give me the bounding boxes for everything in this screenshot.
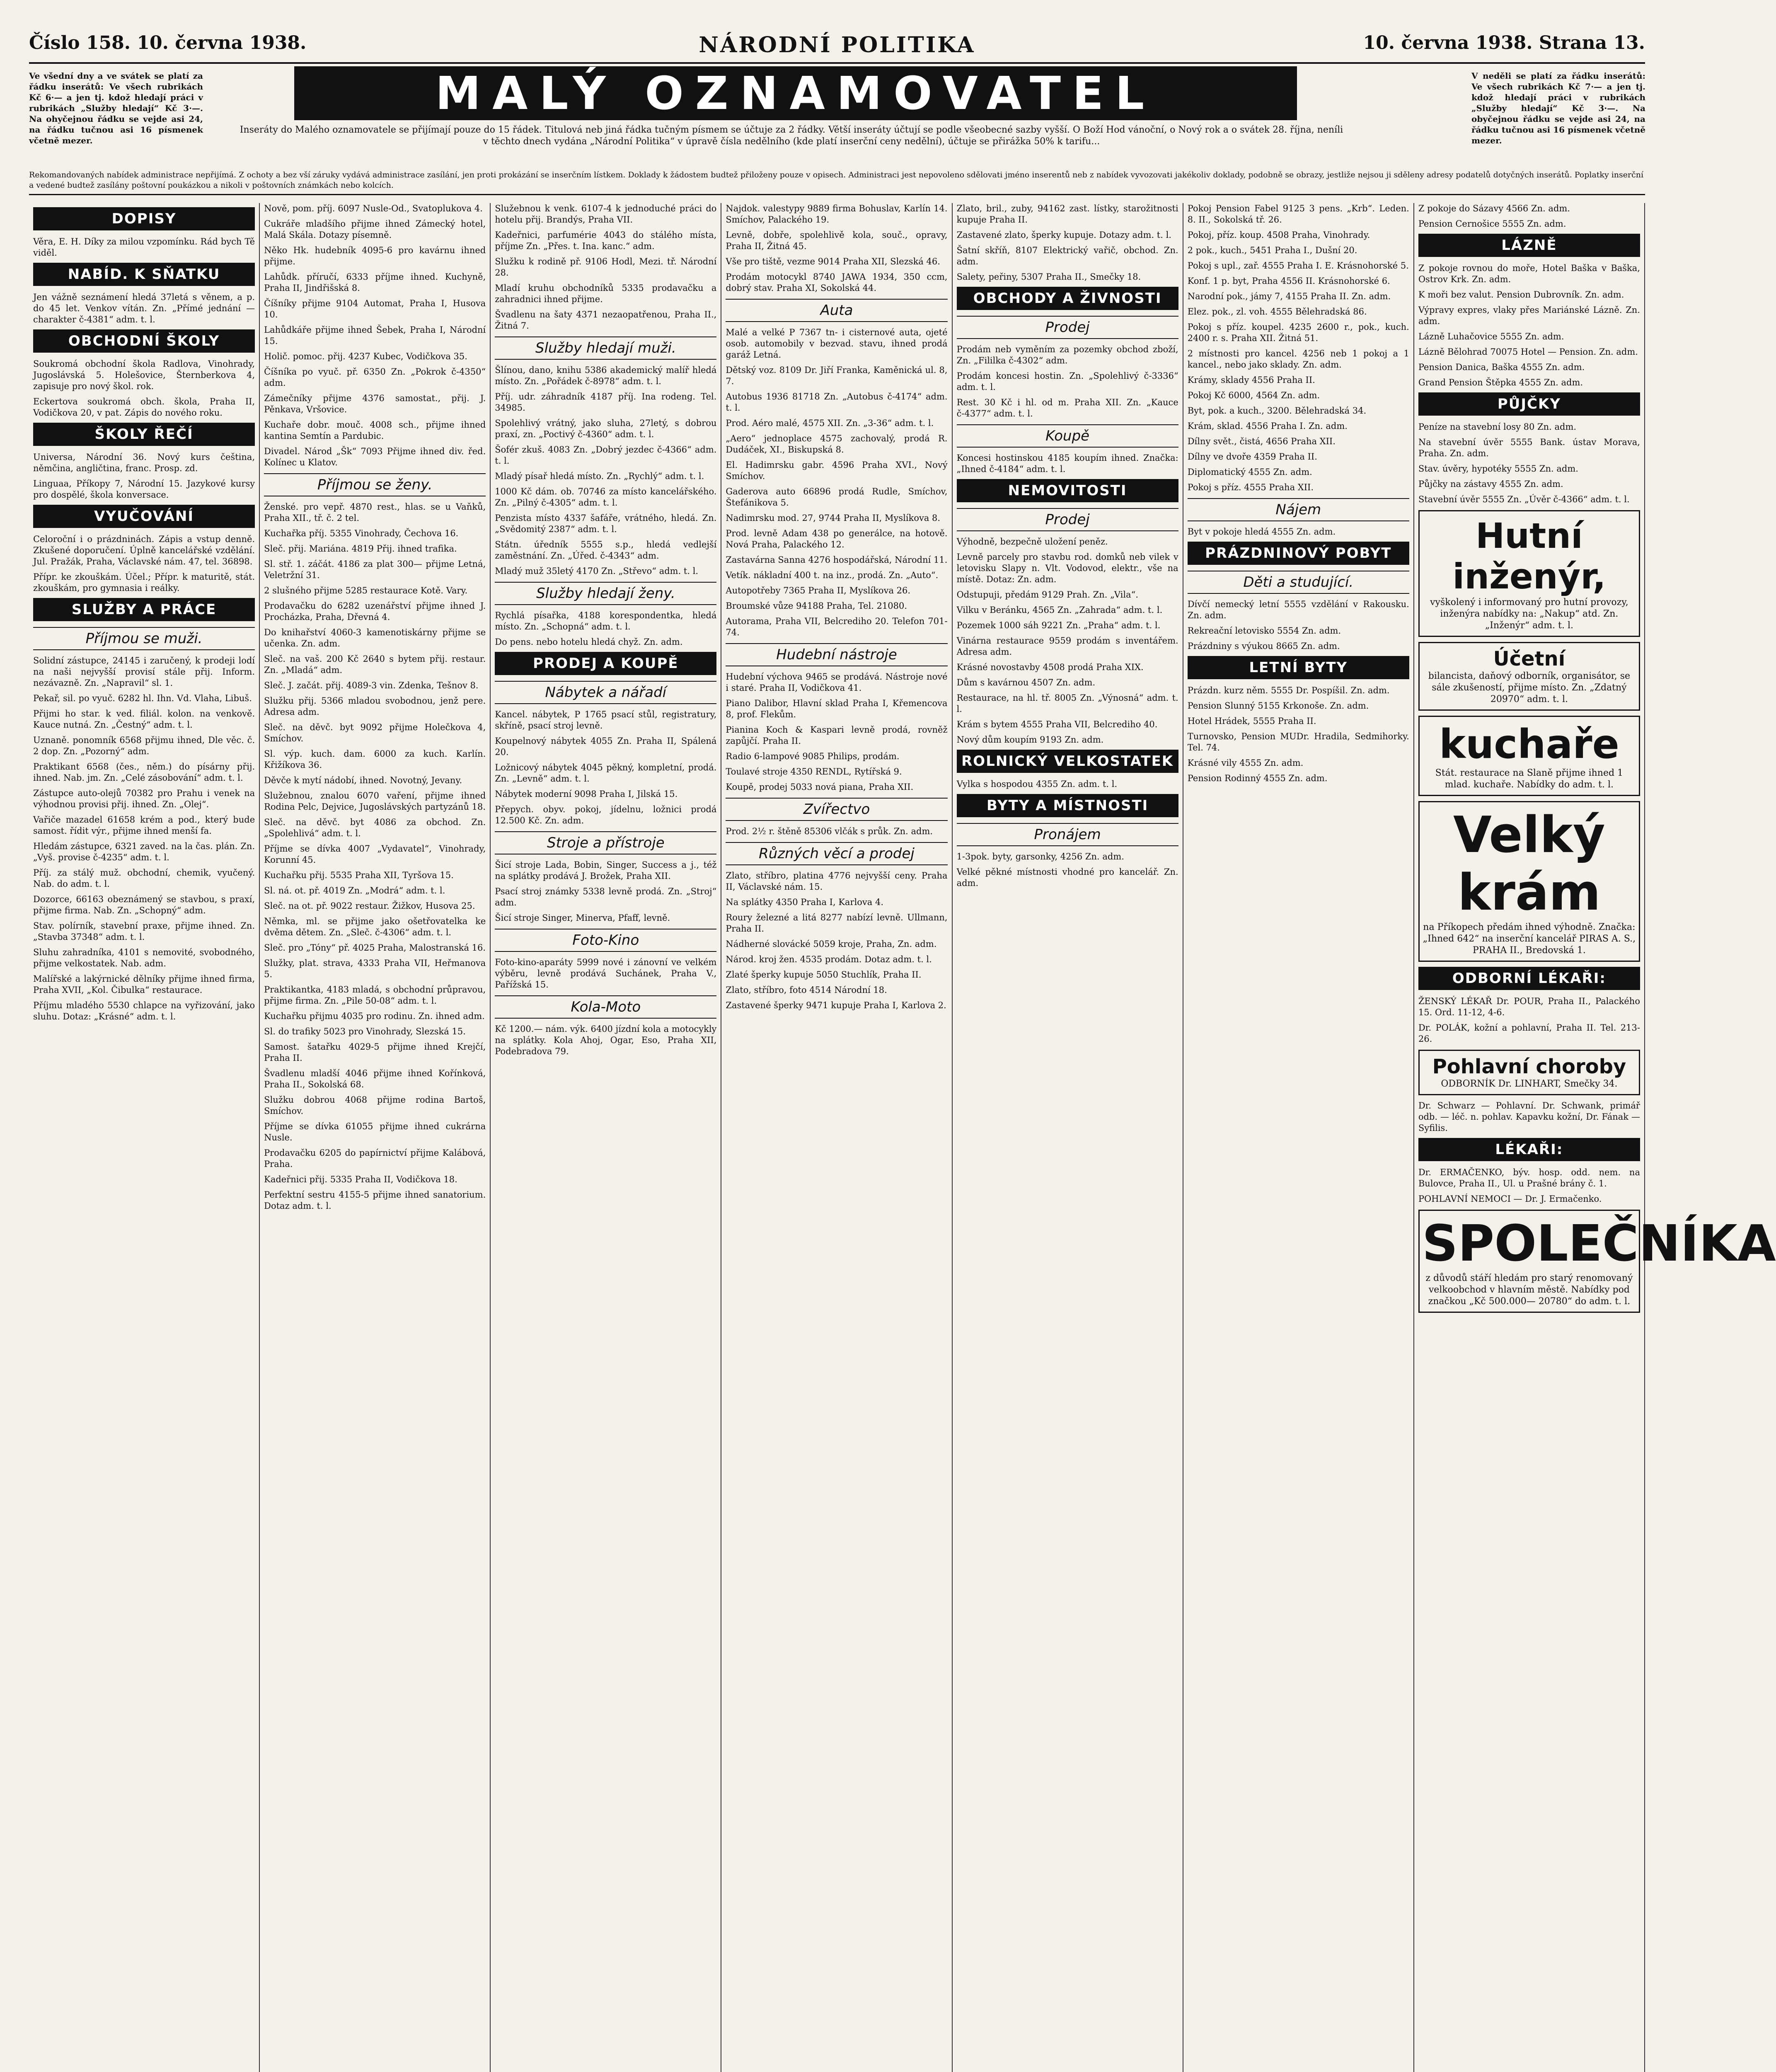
classified-ad: Soukromá obchodní škola Radlova, Vinohrady, Jugoslávská 5. Holešovice, Šternberkova 4, zapisuje pro nový škol. rok. bbox=[33, 359, 255, 391]
section-header: SLUŽBY A PRÁCE bbox=[33, 598, 255, 621]
display-ad bbox=[1418, 642, 1640, 711]
classified-ad: Gaderova auto 66896 prodá Rudle, Smíchov, Štefánikova 5. bbox=[726, 487, 948, 508]
classified-ad: Sluhu zahradníka, 4101 s nemovité, svobodného, přijme velkostatek. Nab. adm. bbox=[33, 947, 255, 968]
classified-ad: Příjmu mladého 5530 chlapce na vyřizování, jako sluhu. Dotaz: „Krásné“ adm. t. l. bbox=[33, 1000, 255, 1021]
classified-ad: Sleč. na vaš. 200 Kč 2640 s bytem přij. restaur. Zn. „Mladá“ adm. bbox=[264, 654, 486, 675]
classified-ad: Zastavárna Sanna 4276 hospodářská, Národní 11. bbox=[726, 555, 948, 565]
classified-ad: Pension Cernošice 5555 Zn. adm. bbox=[1418, 219, 1566, 229]
classified-ad: Pokoj Pension Fabel 9125 3 pens. „Krb“. Leden. 8. II., Sokolská tř. 26. bbox=[1187, 203, 1409, 225]
subsection-header: Foto-Kino bbox=[495, 929, 716, 952]
classified-ad: Přijmi ho star. k ved. filiál. kolon. na venkově. Kauce nutná. Zn. „Čestný“ adm. t. l. bbox=[33, 709, 255, 730]
classified-ad: Dílny ve dvoře 4359 Praha II. bbox=[1187, 452, 1317, 462]
display-ad-text: na Příkopech předám ihned výhodně. Značka: „Ihned 642“ na inserční kancelář PIRAS A. S., PRAHA II., Bredovská 1. bbox=[1423, 922, 1636, 956]
section-header: PŮJČKY bbox=[1418, 392, 1640, 416]
section-header: LÉKAŘI: bbox=[1418, 1138, 1640, 1161]
display-ad bbox=[1418, 1050, 1640, 1095]
subsection-header: Služby hledají muži. bbox=[495, 336, 716, 360]
classified-ad: Piano Dalibor, Hlavní sklad Praha I, Křemencova 8, prof. Flekům. bbox=[726, 698, 948, 719]
classified-ad: Stav. polírník, stavební praxe, přijme ihned. Zn. „Stavba 37348“ adm. t. l. bbox=[33, 921, 255, 942]
classified-ad: Levně parcely pro stavbu rod. domků neb vilek v letovisku Slapy n. Vlt. Vodovod, elektr., vše na místě. Dotaz: Zn. adm. bbox=[956, 552, 1178, 584]
classified-ad: Autorama, Praha VII, Belcrediho 20. Telefon 701-74. bbox=[726, 616, 948, 637]
section-header: ROLNICKÝ VELKOSTATEK bbox=[957, 750, 1178, 773]
column bbox=[1183, 203, 1414, 2072]
classified-ad: Číšníka po vyuč. př. 6350 Zn. „Pokrok č-4350“ adm. bbox=[264, 367, 486, 388]
classified-ad: 2 pok., kuch., 5451 Praha I., Dušní 20. bbox=[1187, 245, 1357, 255]
masthead bbox=[29, 25, 1645, 64]
classified-ad: Šofér zkuš. 4083 Zn. „Dobrý jezdec č-4366“ adm. t. l. bbox=[495, 445, 717, 466]
subsection-header: Auta bbox=[726, 299, 947, 322]
classified-ad: Stav. úvěry, hypotéky 5555 Zn. adm. bbox=[1418, 464, 1578, 474]
classified-ad: Ženské. pro vepř. 4870 rest., hlas. se u Vaňků, Praha XII., tř. č. 2 tel. bbox=[264, 502, 486, 523]
classified-ad: Levně, dobře, spolehlivě kola, souč., opravy, Praha II, Žitná 45. bbox=[726, 230, 948, 251]
classified-ad: Příj. za stálý muž. obchodní, chemik, vyučený. Nab. do adm. t. l. bbox=[33, 868, 255, 889]
classified-ad: Služebnou k venk. 6107-4 k jednoduché práci do hotelu přij. Brandýs, Praha VII. bbox=[495, 203, 717, 225]
classified-ad: Pozemek 1000 sáh 9221 Zn. „Praha“ adm. t. l. bbox=[956, 620, 1161, 630]
classified-ad: Zástupce auto-olejů 70382 pro Prahu i venek na výhodnou provisi přij. ihned. Zn. „Olej“. bbox=[33, 788, 255, 809]
classified-ad: Vše pro tiště, vezme 9014 Praha XII, Slezská 46. bbox=[726, 257, 940, 266]
classified-ad: Z pokoje rovnou do moře, Hotel Baška v Baška, Ostrov Krk. Zn. adm. bbox=[1418, 263, 1640, 284]
subsection-header: Koupě bbox=[957, 424, 1178, 448]
classified-ad: Příjme se dívka 4007 „Vydavatel“, Vinohrady, Korunní 45. bbox=[264, 844, 486, 865]
classified-ad: „Aero“ jednoplace 4575 zachovalý, prodá R. Dudáček, XI., Biskupská 8. bbox=[726, 433, 948, 455]
classified-ad: Krám s bytem 4555 Praha VII, Belcrediho 40. bbox=[956, 719, 1158, 729]
classified-ad: 1-3pok. byty, garsonky, 4256 Zn. adm. bbox=[956, 852, 1124, 862]
classified-ad: Děvče k mytí nádobí, ihned. Novotný, Jevany. bbox=[264, 775, 462, 785]
section-header: DOPISY bbox=[33, 207, 255, 230]
classified-ad: Koncesi hostinskou 4185 koupím ihned. Značka: „Ihned č-4184“ adm. t. l. bbox=[956, 453, 1178, 474]
section-header: ŠKOLY ŘEČÍ bbox=[33, 423, 255, 446]
classified-ad: Pokoj Kč 6000, 4564 Zn. adm. bbox=[1187, 390, 1320, 400]
classified-ad: Praktikantka, 4183 mladá, s obchodní průpravou, přijme firma. Zn. „Pile 50-08“ adm. t. l. bbox=[264, 985, 486, 1006]
section-header: PRÁZDNINOVÝ POBYT bbox=[1188, 542, 1409, 565]
classified-ad: Zámečníky přijme 4376 samostat., přij. J. Pěnkava, Vršovice. bbox=[264, 393, 486, 414]
classified-ad: Vařiče mazadel 61658 krém a pod., který bude samost. řídit výr., přijme ihned menší fa. bbox=[33, 815, 255, 836]
subsection-header: Příjmou se ženy. bbox=[264, 473, 486, 496]
classified-ad: Něko Hk. hudebník 4095-6 pro kavárnu ihned přijme. bbox=[264, 245, 486, 266]
classified-ad: Nově, pom. příj. 6097 Nusle-Od., Svatoplukova 4. bbox=[264, 203, 483, 213]
classified-ad: Roury železné a litá 8277 nabízí levně. Ullmann, Praha II. bbox=[726, 913, 948, 934]
classified-ad: Nový dům koupím 9193 Zn. adm. bbox=[956, 735, 1104, 745]
section-header: NABÍD. K SŇATKU bbox=[33, 263, 255, 286]
section-header: PRODEJ A KOUPĚ bbox=[495, 652, 716, 675]
classified-ad: Sleč. na děvč. byt 9092 přijme Holečkova 4, Smíchov. bbox=[264, 722, 486, 743]
classified-ad: Dětský voz. 8109 Dr. Jiří Franka, Kaměnická ul. 8, 7. bbox=[726, 365, 948, 386]
subsection-header: Služby hledají ženy. bbox=[495, 582, 716, 605]
classified-ad: Příj. udr. záhradník 4187 příj. Ina rodeng. Tel. 34985. bbox=[495, 392, 717, 413]
classified-ad: Stavební úvěr 5555 Zn. „Úvěr č-4366“ adm. t. l. bbox=[1418, 494, 1630, 504]
classified-ad: Sleč. na děvč. byt 4086 za obchod. Zn. „Spolehlivá“ adm. t. l. bbox=[264, 817, 486, 838]
classified-ad: Rest. 30 Kč i hl. od m. Praha XII. Zn. „Kauce č-4377“ adm. t. l. bbox=[956, 397, 1178, 419]
classified-ad: Foto-kino-aparáty 5999 nové i zánovní ve velkém výběru, levně prodává Suchánek, Praha V., Pařížská 15. bbox=[495, 957, 717, 990]
classified-ad: Mladý písař hledá místo. Zn. „Rychlý“ adm. t. l. bbox=[495, 471, 704, 481]
classified-ad: Cukráře mladšího přijme ihned Zámecký hotel, Malá Skála. Dotazy písemně. bbox=[264, 219, 486, 240]
column bbox=[953, 203, 1183, 2072]
classified-ad: Peníze na stavební losy 80 Zn. adm. bbox=[1418, 422, 1577, 432]
section-header: OBCHODY A ŽIVNOSTI bbox=[957, 287, 1178, 310]
classified-ad: Turnovsko, Pension MUDr. Hradila, Sedmihorky. Tel. 74. bbox=[1187, 731, 1409, 753]
issue-date: Číslo 158. 10. června 1938. bbox=[29, 32, 307, 53]
classified-ad: Pekař, sil. po vyuč. 6282 hl. Ihn. Vd. Vlaha, Libuš. bbox=[33, 693, 252, 703]
classified-ad: Sleč. na ot. př. 9022 restaur. Žižkov, Husova 25. bbox=[264, 901, 475, 911]
classified-ad: Dozorce, 66163 obeznámený se stavbou, s praxí, přijme firma. Nab. Zn. „Schopný“ adm. bbox=[33, 894, 255, 915]
display-ad-text: vyškolený i informovaný pro hutní provozy, inženýra nabídky na: „Nakup“ atd. Zn. „Inženýr“ adm. t. l. bbox=[1430, 597, 1628, 631]
classified-ad: Příjme se dívka 61055 přijme ihned cukrárna Nusle. bbox=[264, 1121, 486, 1143]
subsection-header: Zvířectvo bbox=[726, 798, 947, 821]
classified-ad: Mladý muž 35letý 4170 Zn. „Střevo“ adm. t. l. bbox=[495, 566, 699, 576]
classified-ad: Perfektní sestru 4155-5 přijme ihned sanatorium. Dotaz adm. t. l. bbox=[264, 1190, 486, 1211]
classified-ad: POHLAVNÍ NEMOCI — Dr. J. Ermačenko. bbox=[1418, 1194, 1602, 1204]
classified-ad: Zlato, bril., zuby, 94162 zast. lístky, starožitnosti kupuje Praha II. bbox=[956, 203, 1178, 225]
column bbox=[491, 203, 721, 2072]
classified-ad: Šicí stroje Lada, Bobin, Singer, Success a j., též na splátky prodává J. Brožek, Praha XII. bbox=[495, 860, 717, 881]
subsection-header: Různých věcí a prodej bbox=[726, 842, 947, 865]
classified-ad: Sl. stř. 1. záčát. 4186 za plat 300— přijme Letná, Veletržní 31. bbox=[264, 559, 486, 580]
classified-ad: Pension Slunný 5155 Krkonoše. Zn. adm. bbox=[1187, 701, 1369, 711]
display-ad bbox=[1418, 510, 1640, 637]
classified-ad: Přípr. ke zkouškám. Účel.; Přípr. k maturitě, stát. zkouškám, pro gymnasia i reálky. bbox=[33, 572, 255, 593]
column bbox=[260, 203, 491, 2072]
classified-ad: Praktikant 6568 (čes., něm.) do písárny přij. ihned. Nab. jm. Zn. „Celé zásobování“ adm. t. l. bbox=[33, 762, 255, 783]
classified-ad: Na stavební úvěr 5555 Bank. ústav Morava, Praha. Zn. adm. bbox=[1418, 437, 1640, 458]
classified-ad: Narodní pok., jámy 7, 4155 Praha II. Zn. adm. bbox=[1187, 291, 1391, 301]
subsection-header: Kola-Moto bbox=[495, 995, 716, 1019]
classified-ad: Prod. levně Adam 438 po generálce, na hotově. Nová Praha, Palackého 12. bbox=[726, 528, 948, 549]
classified-ad: Salety, peřiny, 5307 Praha II., Smečky 18. bbox=[956, 272, 1141, 282]
classified-ad: Autobus 1936 81718 Zn. „Autobus č-4174“ adm. t. l. bbox=[726, 392, 948, 413]
classified-ad: Zlaté šperky kupuje 5050 Stuchlík, Praha II. bbox=[726, 970, 922, 980]
classified-ad: Vylka s hospodou 4355 Zn. adm. t. l. bbox=[956, 779, 1118, 789]
classified-ad: Rekreační letovisko 5554 Zn. adm. bbox=[1187, 626, 1341, 636]
subsection-header: Stroje a přístroje bbox=[495, 831, 716, 854]
classified-ad: Pokoj s upl., zař. 4555 Praha I. E. Krásnohorské 5. bbox=[1187, 261, 1409, 271]
classified-ad: Pokoj s příz. koupel. 4235 2600 r., pok., kuch. 2400 r. s. Praha XII. Žitná 51. bbox=[1187, 322, 1409, 343]
classified-ad: Nadimrsku mod. 27, 9744 Praha II, Myslíkova 8. bbox=[726, 513, 941, 523]
classified-ad: Zlato, stříbro, foto 4514 Národní 18. bbox=[726, 985, 887, 995]
classified-ad: Malířské a lakýrnické dělníky přijme ihned firma, Praha XVII, „Kol. Čibulka“ restaurace. bbox=[33, 974, 255, 995]
classified-ad: Spolehlivý vrátný, jako sluha, 27letý, s dobrou praxí, zn. „Poctivý č-4360“ adm. t. l. bbox=[495, 418, 717, 439]
classified-ad: Kadeřnici přij. 5335 Praha II, Vodičkova 18. bbox=[264, 1174, 457, 1184]
column bbox=[721, 203, 952, 2072]
classified-ad: Pension Rodinný 4555 Zn. adm. bbox=[1187, 773, 1328, 783]
classified-ad: Eckertova soukromá obch. škola, Praha II, Vodičkova 20, v pat. Zápis do nového roku. bbox=[33, 397, 255, 418]
classified-ad: Kč 1200.— nám. výk. 6400 jízdní kola a motocykly na splátky. Kola Ahoj, Ogar, Eso, Praha XII, Podebradova 79. bbox=[495, 1024, 717, 1056]
column bbox=[1414, 203, 1776, 2072]
classified-ad: K moři bez valut. Pension Dubrovník. Zn. adm. bbox=[1418, 290, 1624, 300]
classified-ad: Do pens. nebo hotelu hledá chyž. Zn. adm. bbox=[495, 637, 683, 647]
classified-ad: Vilku v Beránku, 4565 Zn. „Zahrada“ adm. t. l. bbox=[956, 605, 1163, 615]
classified-ad: Lahůdkáře přijme ihned Šebek, Praha I, Národní 15. bbox=[264, 325, 486, 346]
classified-ad: Lázně Bělohrad 70075 Hotel — Pension. Zn. adm. bbox=[1418, 347, 1638, 357]
page-number: 10. června 1938. Strana 13. bbox=[1363, 32, 1645, 53]
classified-ad: Grand Pension Štěpka 4555 Zn. adm. bbox=[1418, 378, 1583, 387]
classified-ad: Samost. šatařku 4029-5 přijme ihned Krejčí, Praha II. bbox=[264, 1042, 486, 1063]
classified-ad: Šlínou, dano, knihu 5386 akademický malíř hledá místo. Zn. „Pořádek č-8978“ adm. t. l. bbox=[495, 365, 717, 386]
classified-ad: Najdok. valestypy 9889 firma Bohuslav, Karlín 14. Smíchov, Palackého 19. bbox=[726, 203, 948, 225]
display-ad-title: Velký krám bbox=[1453, 806, 1605, 922]
classified-ad: Sleč. J. začát. přij. 4089-3 vin. Zdenka, Tešnov 8. bbox=[264, 680, 479, 690]
classified-ad: Přepych. obyv. pokoj, jídelnu, ložnici prodá 12.500 Kč. Zn. adm. bbox=[495, 804, 717, 825]
classified-ad: Radio 6-lampové 9085 Philips, prodám. bbox=[726, 751, 900, 761]
classified-ad: Švadlenu na šaty 4371 nezaopatřenou, Praha II., Žitná 7. bbox=[495, 310, 717, 331]
classified-ad: Vinárna restaurace 9559 prodám s inventářem. Adresa adm. bbox=[956, 636, 1178, 657]
classified-ad: Pension Danica, Baška 4555 Zn. adm. bbox=[1418, 362, 1585, 372]
display-ad-title: SPOLEČNÍKA bbox=[1422, 1215, 1776, 1273]
subsection-header: Nájem bbox=[1188, 498, 1409, 521]
classified-ad: Linguaa, Příkopy 7, Národní 15. Jazykové kursy pro dospělé, škola konversace. bbox=[33, 479, 255, 500]
section-header: OBCHODNÍ ŠKOLY bbox=[33, 329, 255, 353]
classified-ad: Krásné vily 4555 Zn. adm. bbox=[1187, 758, 1304, 768]
classified-ad: Výhodně, bezpečně uložení peněz. bbox=[956, 537, 1108, 547]
classified-ad: Služku dobrou 4068 přijme rodina Bartoš, Smíchov. bbox=[264, 1095, 486, 1116]
subsection-header: Příjmou se muži. bbox=[33, 627, 255, 650]
classified-ad: Kancel. nábytek, P 1765 psací stůl, registratury, skříně, psací stroj levně. bbox=[495, 709, 717, 731]
classified-ad: Pianina Koch & Kaspari levně prodá, rovněž zapůjčí. Praha II. bbox=[726, 725, 948, 746]
display-ad bbox=[1418, 1210, 1776, 1313]
classified-ad: Universa, Národní 36. Nový kurs čeština, němčina, angličtina, franc. Prosp. zd. bbox=[33, 452, 255, 473]
display-ad-title: Pohlavní choroby bbox=[1432, 1055, 1626, 1078]
classified-ad: Dům s kavárnou 4507 Zn. adm. bbox=[956, 678, 1096, 687]
classified-ad: Prodám koncesi hostin. Zn. „Spolehlivý č-3336“ adm. t. l. bbox=[956, 371, 1178, 392]
classified-ad: Na splátky 4350 Praha I, Karlova 4. bbox=[726, 897, 884, 907]
classified-ad: Uznaně. ponomník 6568 přijmu ihned, Dle věc. č. 2 dop. Zn. „Pozorný“ adm. bbox=[33, 735, 255, 756]
classified-ad: Hudební výchova 9465 se prodává. Nástroje nové i staré. Praha II, Vodičkova 41. bbox=[726, 672, 948, 693]
subsection-header: Pronájem bbox=[957, 823, 1178, 846]
classified-ad: Solidní zástupce, 24145 i zaručený, k prodeji lodí na naši nejvyšší provisí stále přij. Inform. nezávazně. Zn. „Napravil“ sl. 1. bbox=[33, 656, 255, 688]
display-ad-text: Stát. restaurace na Slaně přijme ihned 1 mlad. kuchaře. Nabídky do adm. t. l. bbox=[1435, 768, 1624, 790]
classified-ad: Konf. 1 p. byt, Praha 4556 II. Krásnohorské 6. bbox=[1187, 276, 1390, 286]
classified-ad: Šicí stroje Singer, Minerva, Pfaff, levně. bbox=[495, 913, 670, 923]
classified-ad: Půjčky na zástavy 4555 Zn. adm. bbox=[1418, 479, 1563, 489]
pricing-note-sunday: V neděli se platí za řádku inserátů: Ve všech rubrikách Kč 7·— a jen tj. kdož hledají práci v rubrikách „Služby hledají“ Kč 3·—. Na obyčejnou řádku se vejde asi 24, na řádku tučnou asi 16 písmenek včetně mezer. bbox=[1471, 71, 1645, 145]
display-ad-text: z důvodů stáří hledám pro starý renomovaný velkoobchod v hlavním městě. Nabídky pod značkou „Kč 500.000— 20780“ do adm. t. l. bbox=[1425, 1273, 1633, 1307]
section-header: NEMOVITOSTI bbox=[957, 479, 1178, 502]
classified-ad: Dr. POLÁK, kožní a pohlavní, Praha II. Tel. 213-26. bbox=[1418, 1023, 1640, 1044]
administration-rules: Rekomandovaných nabídek administrace nepřijímá. Z ochoty a bez vší záruky vydává administrace zasílání, jen proti prokázání se inserčním lístkem. Doklady k žádostem budtež přiloženy pouze v opisech. Administraci jest nepovoleno sdělovati jméno inserentů neb z nabídek vyvozovati jakékoliv doklady, podobně se obrazy, jestliže nejsou ji sděleny adresy podatelů dotyčných inserátů. Poplatky inserční a vedené budtež zasílány poštovní poukázkou a nikoli v poštovních známkách nebo kolcích. bbox=[29, 170, 1645, 195]
section-header: ODBORNÍ LÉKAŘI: bbox=[1418, 967, 1640, 990]
subsection-header: Hudební nástroje bbox=[726, 643, 947, 666]
classified-ad: Služku přij. 5366 mladou svobodnou, jenž pere. Adresa adm. bbox=[264, 696, 486, 717]
classified-ad: Byt, pok. a kuch., 3200. Bělehradská 34. bbox=[1187, 406, 1367, 416]
classified-ad: Prázdn. kurz něm. 5555 Dr. Pospíšil. Zn. adm. bbox=[1187, 685, 1390, 695]
classified-ad: Služebnou, znalou 6070 vaření, přijme ihned Rodina Pelc, Dejvice, Jugoslávských partyzánů 18. bbox=[264, 791, 486, 812]
classified-ad: Dívčí nemecký letní 5555 vzdělání v Rakousku. Zn. adm. bbox=[1187, 599, 1409, 620]
classified-ad: Do knihařství 4060-3 kamenotiskárny přijme se učenka. Zn. adm. bbox=[264, 627, 486, 649]
classified-ad: Kadeřnici, parfumérie 4043 do stálého místa, příjme Zn. „Přes. t. Ina. kanc.“ adm. bbox=[495, 230, 717, 251]
classified-ad: Zlato, stříbro, platina 4776 nejvyšší ceny. Praha II, Václavské nám. 15. bbox=[726, 871, 948, 892]
newspaper-page bbox=[12, 12, 1776, 2072]
display-ad-text: ODBORNÍK Dr. LINHART, Smečky 34. bbox=[1441, 1079, 1618, 1089]
classified-ad: Národ. kroj žen. 4535 prodám. Dotaz adm. t. l. bbox=[726, 954, 932, 964]
classified-ad: Sleč. přij. Mariána. 4819 Přij. ihned trafika. bbox=[264, 544, 457, 554]
classified-ad: Z pokoje do Sázavy 4566 Zn. adm. bbox=[1418, 203, 1570, 213]
classified-ad: Toulavé stroje 4350 RENDL, Rytířská 9. bbox=[726, 767, 902, 777]
classified-ad: Dílny svět., čistá, 4656 Praha XII. bbox=[1187, 436, 1336, 446]
classified-ad: Kuchařku přijmu 4035 pro rodinu. Zn. ihned adm. bbox=[264, 1011, 485, 1021]
classified-ad: Malé a velké P 7367 tn- i cisternové auta, ojeté osob. automobily v bezvad. stavu, ihned prodá garáž Letná. bbox=[726, 327, 948, 360]
classified-ad: Krásné novostavby 4508 prodá Praha XIX. bbox=[956, 662, 1144, 672]
classified-ad: Sl. ná. ot. př. 4019 Zn. „Modrá“ adm. t. l. bbox=[264, 886, 445, 896]
display-ad bbox=[1418, 801, 1640, 962]
classified-ad: Sl. výp. kuch. dam. 6000 za kuch. Karlín. Křižíkova 36. bbox=[264, 749, 486, 770]
display-ad-title: kuchaře bbox=[1439, 721, 1619, 767]
classified-ad: Prodám neb vyměním za pozemky obchod zboží, Zn. „Fililka č-4302“ adm. bbox=[956, 344, 1178, 366]
display-ad-title: Hutní inženýr, bbox=[1452, 516, 1606, 597]
newspaper-title: NÁRODNÍ POLITIKA bbox=[699, 32, 975, 58]
classified-ad: ŽENSKÝ LÉKAŘ Dr. POUR, Praha II., Palackého 15. Ord. 11-12, 4-6. bbox=[1418, 996, 1640, 1017]
classified-ad: Prodavačku 6205 do papírnictví přijme Kalábová, Praha. bbox=[264, 1148, 486, 1169]
classified-ad: Byt v pokoje hledá 4555 Zn. adm. bbox=[1187, 527, 1336, 537]
classified-ad: Prázdniny s výukou 8665 Zn. adm. bbox=[1187, 641, 1340, 651]
classified-ad: Švadlenu mladší 4046 přijme ihned Kořínková, Praha II., Sokolská 68. bbox=[264, 1068, 486, 1089]
classified-ad: Celoroční i o prázdninách. Zápis a vstup denně. Zkušené doporučení. Úplně kancelářské vzdělání. Jul. Pražák, Praha, Václavské nám. 47, tel. 36898. bbox=[33, 534, 255, 566]
classified-ad: Restaurace, na hl. tř. 8005 Zn. „Výnosná“ adm. t. l. bbox=[956, 693, 1178, 714]
classified-ad: Státn. úředník 5555 s.p., hledá vedlejší zaměstnání. Zn. „Úřed. č-4343“ adm. bbox=[495, 540, 717, 561]
ad-columns bbox=[29, 203, 1776, 2072]
classified-ad: Pokoj, příz. koup. 4508 Praha, Vinohrady. bbox=[1187, 230, 1370, 240]
classified-ad: Dr. Schwarz — Pohlavní. Dr. Schwank, primář odb. — léč. n. pohlav. Kapavku kožní, Dr. Fának — Syfilis. bbox=[1418, 1101, 1640, 1133]
classified-ad: Jen vážně seznámení hledá 37letá s věnem, a p. do 45 let. Venkov vítán. Zn. „Přímé jednání — charakter č-4381“ adm. t. l. bbox=[33, 292, 255, 324]
classified-ad: Velké pěkné místnosti vhodné pro kancelář. Zn. adm. bbox=[956, 867, 1178, 888]
subsection-header: Děti a studující. bbox=[1188, 571, 1409, 594]
classified-ad: Prodám motocykl 8740 JAWA 1934, 350 ccm, dobrý stav. Praha XI, Sokolská 44. bbox=[726, 272, 948, 293]
classified-ad: Ložnicový nábytek 4045 pěkný, kompletní, prodá. Zn. „Levně“ adm. t. l. bbox=[495, 762, 717, 784]
classified-ad: Nádherné slovácké 5059 kroje, Praha, Zn. adm. bbox=[726, 939, 937, 949]
section-header: LETNÍ BYTY bbox=[1188, 656, 1409, 679]
classified-ad: Kuchaře dobr. mouč. 4008 sch., přijme ihned kantina Semtín a Pardubic. bbox=[264, 420, 486, 441]
classified-ad: Mladí kruhu obchodníků 5335 prodavačku a zahradnici ihned přijme. bbox=[495, 283, 717, 304]
display-ad-title: Účetní bbox=[1493, 647, 1565, 670]
classified-ad: El. Hadimrsku gabr. 4596 Praha XVI., Nový Smíchov. bbox=[726, 460, 948, 481]
classified-ad: 2 místnosti pro kancel. 4256 neb 1 pokoj a 1 kancel., nebo jako sklady. Zn. adm. bbox=[1187, 349, 1409, 370]
classified-ad: Elez. pok., zl. voh. 4555 Bělehradská 86. bbox=[1187, 307, 1367, 317]
classified-ad: Lahůdk. příručí, 6333 příjme ihned. Kuchyně, Praha II, Jindřišská 8. bbox=[264, 272, 486, 293]
column bbox=[29, 203, 260, 2072]
classified-ad: Prod. 2½ r. štěně 85306 vlčák s průk. Zn. adm. bbox=[726, 826, 933, 836]
classified-ad: 2 slušného přijme 5285 restaurace Kotě. Vary. bbox=[264, 586, 468, 595]
section-header: VYUČOVÁNÍ bbox=[33, 505, 255, 528]
classified-ad: Psací stroj známky 5338 levně prodá. Zn. „Stroj“ adm. bbox=[495, 886, 717, 908]
classified-ad: Odstupuji, předám 9129 Prah. Zn. „Vila“. bbox=[956, 590, 1139, 600]
classified-ad: Vetík. nákladní 400 t. na inz., prodá. Zn. „Auto“. bbox=[726, 570, 939, 580]
classified-ad: Sl. do trafiky 5023 pro Vinohrady, Slezská 15. bbox=[264, 1026, 466, 1036]
classified-ad: Číšníky přijme 9104 Automat, Praha I, Husova 10. bbox=[264, 298, 486, 320]
classified-ad: 1000 Kč dám. ob. 70746 za místo kancelářského. Zn. „Pilný č-4305“ adm. t. l. bbox=[495, 487, 717, 508]
classified-ad: Sleč. pro „Tóny“ př. 4025 Praha, Malostranská 16. bbox=[264, 943, 486, 953]
classified-ad: Dr. ERMAČENKO, býv. hosp. odd. nem. na Bulovce, Praha II., Ul. u Prašné brány č. 1. bbox=[1418, 1167, 1640, 1188]
classified-ad: Divadel. Národ „Šk“ 7093 Přijme ihned div. řed. Kolínec u Klatov. bbox=[264, 446, 486, 467]
classified-ad: Holič. pomoc. přij. 4237 Kubec, Vodičkova 35. bbox=[264, 351, 467, 361]
section-title: MALÝ OZNAMOVATEL bbox=[435, 67, 1156, 120]
classified-ad: Penzista místo 4337 šafáře, vrátného, hledá. Zn. „Svědomitý 2387“ adm. t. l. bbox=[495, 513, 717, 534]
classified-ad: Hledám zástupce, 6321 zaved. na la čas. plán. Zn. „Vyš. provise č-4235“ adm. t. l. bbox=[33, 841, 255, 862]
classified-ad: Služky, plat. strava, 4333 Praha VII, Heřmanova 5. bbox=[264, 958, 486, 979]
classified-ad: Prod. Aéro malé, 4575 XII. Zn. „3-36“ adm. t. l. bbox=[726, 418, 934, 428]
classified-ad: Rychlá písařka, 4188 korespondentka, hledá místo. Zn. „Schopná“ adm. t. l. bbox=[495, 610, 717, 632]
display-ad-text: bilancista, daňový odborník, organisátor, se sále zkušeností, přijme místo. Zn. „Zdatný 20970“ adm. t. l. bbox=[1428, 671, 1631, 704]
classified-ad: Nábytek moderní 9098 Praha I, Jilská 15. bbox=[495, 789, 678, 799]
classified-ad: Koupelnový nábytek 4055 Zn. Praha II, Spálená 20. bbox=[495, 736, 717, 757]
classified-ad: Krámy, sklady 4556 Praha II. bbox=[1187, 375, 1315, 385]
classified-ad: Výpravy expres, vlaky přes Mariánské Lázně. Zn. adm. bbox=[1418, 305, 1640, 326]
classified-ad: Diplomatický 4555 Zn. adm. bbox=[1187, 467, 1312, 477]
classified-ad: Broumské vůze 94188 Praha, Tel. 21080. bbox=[726, 601, 907, 611]
subsection-header: Prodej bbox=[957, 508, 1178, 531]
classified-ad: Zastavené zlato, šperky kupuje. Dotazy adm. t. l. bbox=[956, 230, 1171, 240]
classified-ad: Zastavené šperky 9471 kupuje Praha I, Karlova 2. bbox=[726, 1000, 946, 1010]
classified-ad: Šatní skříň, 8107 Elektrický vařič, obchod. Zn. adm. bbox=[956, 245, 1178, 266]
classified-ad: Autopotřeby 7365 Praha II, Myslíkova 26. bbox=[726, 586, 911, 595]
classified-ad: Služku k rodině př. 9106 Hodl, Mezi. tř. Národní 28. bbox=[495, 257, 717, 278]
classified-ad: Hotel Hrádek, 5555 Praha II. bbox=[1187, 716, 1316, 726]
classified-ad: Kuchařku přij. 5535 Praha XII, Tyršova 15. bbox=[264, 870, 454, 880]
classified-ad: Koupě, prodej 5033 nová piana, Praha XII. bbox=[726, 782, 914, 792]
pricing-note-weekday: Ve všední dny a ve svátek se platí za řádku inserátů: Ve všech rubrikách Kč 6·— a jen tj. kdož hledají práci v rubrikách „Služby hledají“ Kč 3·—. Na ohyčejnou řádku se vejde asi 24, na řádku tučnou asi 16 písmenek včetně mezer. bbox=[29, 71, 203, 145]
section-header: LÁZNĚ bbox=[1418, 234, 1640, 257]
classified-ad: Věra, E. H. Díky za milou vzpomínku. Rád bych Tě viděl. bbox=[33, 237, 255, 258]
section-banner bbox=[294, 66, 1297, 120]
classified-ad: Kuchařka příj. 5355 Vinohrady, Čechova 16. bbox=[264, 528, 459, 538]
section-header: BYTY A MÍSTNOSTI bbox=[957, 794, 1178, 817]
classified-ad: Němka, ml. se přijme jako ošetřovatelka ke dvěma dětem. Zn. „Sleč. č-4306“ adm. t. l. bbox=[264, 916, 486, 937]
classified-ad: Lázně Luhačovice 5555 Zn. adm. bbox=[1418, 332, 1564, 341]
classified-ad: Krám, sklad. 4556 Praha I. Zn. adm. bbox=[1187, 421, 1348, 431]
subsection-header: Nábytek a nářadí bbox=[495, 681, 716, 704]
subsection-header: Prodej bbox=[957, 316, 1178, 339]
classified-ad: Prodavačku do 6282 uzenářství přijme ihned J. Procházka, Praha, Dřevná 4. bbox=[264, 601, 486, 622]
section-intro: Inseráty do Malého oznamovatele se přijímají pouze do 15 řádek. Titulová neb jiná řádka tučným písmem se účtuje za 2 řádky. Větší inseráty účtují se podle všeobecné sazby vyšší. O Boží Hod vánoční, o Nový rok a o svátek 28. října, neníli v těchto dnech vydána „Národní Politika“ v úpravě čísla nedělního (kde platí inserční ceny nedělní), účtuje se přirážka 50% k tarifu... bbox=[240, 125, 1343, 147]
display-ad bbox=[1418, 716, 1640, 796]
classified-ad: Pokoj s příz. 4555 Praha XII. bbox=[1187, 482, 1314, 492]
